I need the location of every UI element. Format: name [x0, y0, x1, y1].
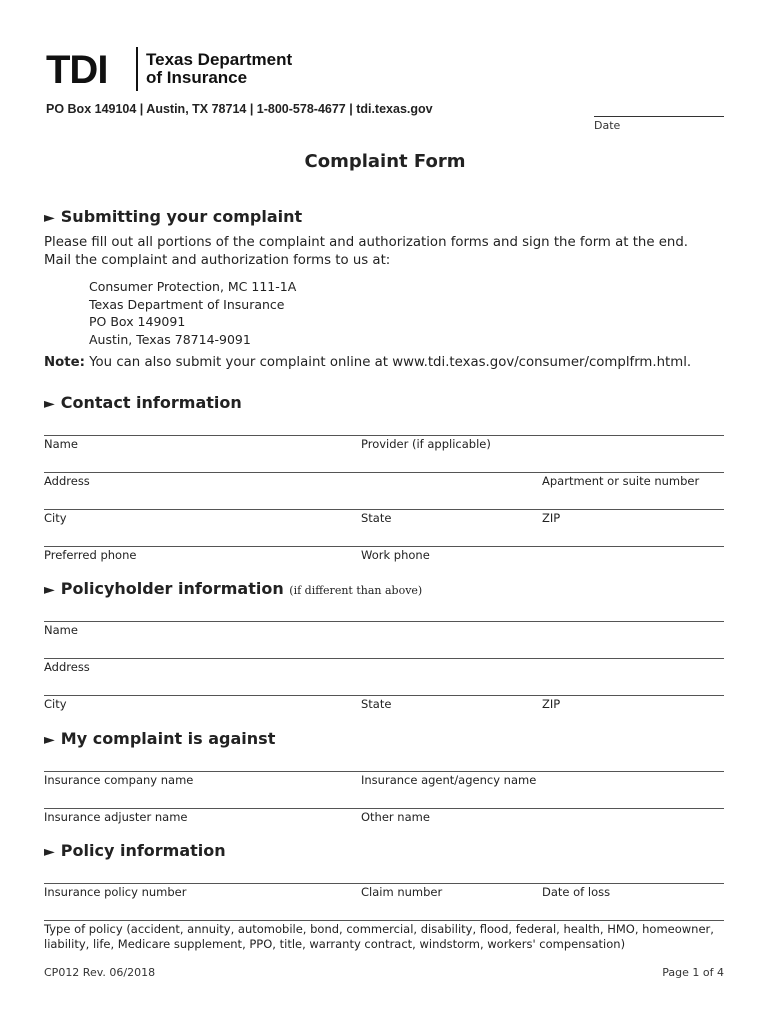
field-rule[interactable]: [44, 472, 724, 473]
section-against: [44, 729, 275, 748]
contact-provider-label: Provider (if applicable): [361, 437, 491, 451]
field-rule[interactable]: [44, 883, 724, 884]
section-policy: [44, 841, 226, 860]
section-hint: (if different than above): [289, 584, 423, 597]
field-rule[interactable]: [44, 695, 724, 696]
play-arrow-icon: ►: [44, 844, 55, 860]
section-contact: [44, 393, 242, 412]
insurance-company-label: Insurance company name: [44, 773, 194, 787]
field-rule[interactable]: [44, 658, 724, 659]
policy-type-label-line1: Type of policy (accident, annuity, automobile, bond, commercial, disability, flood, federal, health, HMO, homeowner,: [44, 922, 714, 936]
play-arrow-icon: ►: [44, 210, 55, 226]
date-label: Date: [594, 119, 621, 132]
contact-apartment-label: Apartment or suite number: [542, 474, 700, 488]
address-line: Austin, Texas 78714-9091: [89, 331, 251, 347]
page-number: Page 1 of 4: [662, 966, 724, 979]
org-name-line1: Texas Department: [146, 50, 293, 69]
section-heading: My complaint is against: [60, 729, 276, 748]
address-line: Consumer Protection, MC 111-1A: [89, 279, 297, 294]
org-name-line2: of Insurance: [146, 68, 248, 87]
policyholder-city-label: City: [44, 697, 67, 711]
mailing-address: [89, 278, 296, 348]
other-name-label: Other name: [361, 810, 430, 824]
note-text: You can also submit your complaint online at www.tdi.texas.gov/consumer/complfrm.html.: [84, 355, 692, 370]
field-rule[interactable]: [44, 509, 724, 510]
contact-preferred-phone-label: Preferred phone: [44, 548, 137, 562]
org-name: [146, 51, 292, 87]
field-rule[interactable]: [44, 546, 724, 547]
contact-city-label: City: [44, 511, 67, 525]
field-rule[interactable]: [44, 435, 724, 436]
section-heading: Policy information: [60, 841, 226, 860]
field-rule[interactable]: [44, 808, 724, 809]
instructions-line1: Please fill out all portions of the complaint and authorization forms and sign the form at the end.: [44, 235, 689, 250]
contact-address-label: Address: [44, 474, 90, 488]
instructions-line2: Mail the complaint and authorization forms to us at:: [44, 253, 391, 268]
date-of-loss-label: Date of loss: [542, 885, 611, 899]
policyholder-name-label: Name: [44, 623, 78, 637]
contact-name-label: Name: [44, 437, 78, 451]
tdi-logo-mark: TDI: [46, 48, 108, 92]
policyholder-address-label: Address: [44, 660, 90, 674]
policy-number-label: Insurance policy number: [44, 885, 187, 899]
section-heading: Contact information: [60, 393, 242, 412]
claim-number-label: Claim number: [361, 885, 443, 899]
form-id: CP012 Rev. 06/2018: [44, 966, 156, 979]
contact-state-label: State: [361, 511, 392, 525]
policy-type-label-line2: liability, life, Medicare supplement, PPO, title, warranty contract, windstorm, workers' compensation): [44, 937, 626, 951]
field-rule[interactable]: [44, 920, 724, 921]
section-submitting: [44, 207, 302, 226]
policyholder-zip-label: ZIP: [542, 697, 561, 711]
section-heading: Policyholder information: [60, 579, 284, 598]
play-arrow-icon: ►: [44, 582, 55, 598]
field-rule[interactable]: [44, 771, 724, 772]
contact-work-phone-label: Work phone: [361, 548, 430, 562]
address-line: Texas Department of Insurance: [89, 296, 285, 312]
page-title: Complaint Form: [304, 151, 466, 172]
contact-zip-label: ZIP: [542, 511, 561, 525]
org-contact-line: PO Box 149104 | Austin, TX 78714 | 1-800-578-4677 | tdi.texas.gov: [46, 102, 433, 116]
note: [44, 355, 691, 370]
play-arrow-icon: ►: [44, 732, 55, 748]
date-field-line[interactable]: [594, 116, 724, 117]
play-arrow-icon: ►: [44, 396, 55, 412]
field-rule[interactable]: [44, 621, 724, 622]
insurance-agent-label: Insurance agent/agency name: [361, 773, 537, 787]
policyholder-state-label: State: [361, 697, 392, 711]
note-label: Note:: [44, 355, 85, 370]
section-policyholder: [44, 579, 422, 598]
address-line: PO Box 149091: [89, 314, 186, 329]
logo-divider: [136, 47, 138, 91]
section-heading: Submitting your complaint: [60, 207, 303, 226]
insurance-adjuster-label: Insurance adjuster name: [44, 810, 188, 824]
